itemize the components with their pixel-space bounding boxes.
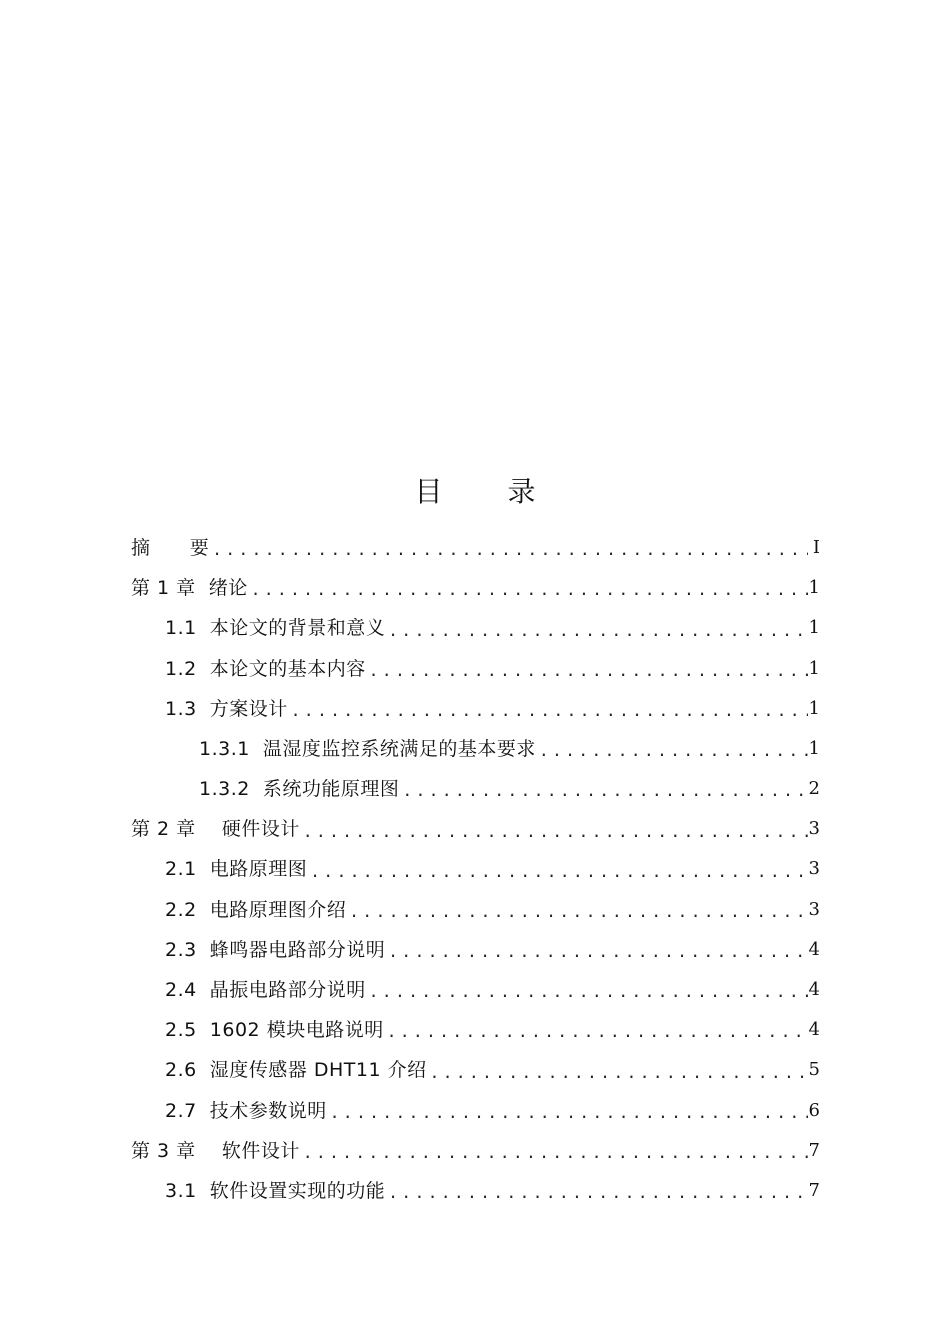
toc-entry-label: 2.6 湿度传感器 DHT11 介绍	[165, 1059, 427, 1082]
toc-leader-dots	[209, 532, 808, 568]
toc-entry-section-2-7[interactable]	[131, 1091, 820, 1131]
toc-entry-page: 7	[808, 1179, 820, 1201]
toc-entry-page: 1	[808, 577, 820, 599]
toc-entry-section-1-3[interactable]	[131, 689, 820, 729]
toc-entry-section-2-2[interactable]	[131, 890, 820, 930]
toc-leader-dots	[427, 1055, 808, 1091]
toc-entry-section-2-5[interactable]	[131, 1010, 820, 1050]
toc-entry-page: 6	[808, 1099, 820, 1121]
toc-entry-page: 1	[808, 657, 820, 679]
toc-entry-page: 1	[808, 697, 820, 719]
toc-leader-dots	[366, 974, 808, 1010]
toc-entry-page: I	[812, 536, 820, 558]
toc-entry-section-1-1[interactable]	[131, 608, 820, 648]
toc-entry-label: 2.3 蜂鸣器电路部分说明	[165, 938, 386, 961]
toc-leader-dots	[346, 894, 808, 930]
toc-entry-label: 2.2 电路原理图介绍	[165, 898, 347, 921]
toc-leader-dots	[536, 733, 808, 769]
toc-entry-page: 3	[808, 858, 820, 880]
toc-entry-section-1-3-2[interactable]	[131, 769, 820, 809]
toc-entry-chapter-1[interactable]	[131, 568, 820, 608]
toc-entry-page: 7	[808, 1139, 820, 1161]
toc-entry-label: 2.5 1602 模块电路说明	[165, 1019, 384, 1042]
toc-entry-label: 1.3.2 系统功能原理图	[199, 778, 400, 801]
toc-entry-page: 1	[808, 737, 820, 759]
toc-entry-label: 摘 要	[131, 536, 210, 559]
toc-leader-dots	[307, 854, 808, 890]
toc-entry-page: 4	[808, 979, 820, 1001]
toc-leader-dots	[385, 1175, 808, 1211]
toc-entry-section-1-2[interactable]	[131, 649, 820, 689]
toc-entry-label: 第 1 章 绪论	[131, 577, 248, 600]
toc-entry-label: 3.1 软件设置实现的功能	[165, 1179, 386, 1202]
toc-leader-dots	[385, 613, 808, 649]
toc-leader-dots	[248, 572, 808, 608]
toc-leader-dots	[288, 693, 808, 729]
toc-leader-dots	[385, 934, 808, 970]
toc-entry-label: 1.1 本论文的背景和意义	[165, 617, 386, 640]
toc-entry-section-2-3[interactable]	[131, 930, 820, 970]
toc-entry-label: 1.3.1 温湿度监控系统满足的基本要求	[199, 737, 536, 760]
toc-entry-label: 1.2 本论文的基本内容	[165, 657, 366, 680]
toc-entry-page: 4	[808, 938, 820, 960]
toc-entry-label: 2.1 电路原理图	[165, 858, 308, 881]
toc-entry-page: 3	[808, 818, 820, 840]
toc-entry-section-2-6[interactable]	[131, 1050, 820, 1090]
toc-leader-dots	[366, 653, 808, 689]
toc-entry-label: 2.7 技术参数说明	[165, 1099, 327, 1122]
toc-entry-section-3-1[interactable]	[131, 1171, 820, 1211]
toc-entry-page: 4	[808, 1019, 820, 1041]
toc-entry-label: 2.4 晶振电路部分说明	[165, 979, 366, 1002]
toc-entry-section-2-1[interactable]	[131, 850, 820, 890]
toc-entry-page: 5	[808, 1059, 820, 1081]
toc-entry-page: 1	[808, 617, 820, 639]
table-of-contents	[131, 528, 820, 1211]
toc-leader-dots	[300, 814, 808, 850]
toc-leader-dots	[399, 773, 808, 809]
toc-title: 目 录	[414, 475, 564, 508]
toc-entry-label: 1.3 方案设计	[165, 697, 288, 720]
toc-entry-abstract[interactable]	[131, 528, 820, 568]
toc-entry-chapter-2[interactable]	[131, 809, 820, 849]
toc-entry-label: 第 2 章 硬件设计	[131, 818, 300, 841]
toc-entry-section-2-4[interactable]	[131, 970, 820, 1010]
toc-entry-label: 第 3 章 软件设计	[131, 1139, 300, 1162]
toc-leader-dots	[384, 1014, 808, 1050]
toc-entry-page: 3	[808, 898, 820, 920]
toc-entry-chapter-3[interactable]	[131, 1131, 820, 1171]
toc-entry-section-1-3-1[interactable]	[131, 729, 820, 769]
toc-leader-dots	[300, 1135, 808, 1171]
toc-entry-page: 2	[808, 778, 820, 800]
toc-leader-dots	[327, 1095, 808, 1131]
